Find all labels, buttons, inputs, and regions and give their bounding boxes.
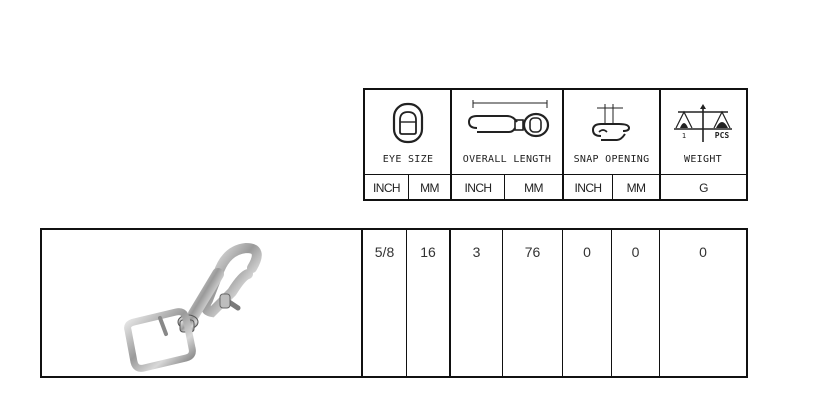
unit-header: MM — [420, 181, 439, 195]
spec-header-table — [363, 88, 748, 201]
unit-header: G — [699, 181, 708, 195]
scale-right-text: PCS — [714, 131, 730, 140]
product-image — [42, 230, 363, 376]
overall-length-label: OVERALL LENGTH — [462, 154, 552, 165]
unit-header: INCH — [574, 181, 602, 195]
unit-header: MM — [626, 181, 646, 195]
unit-header: INCH — [373, 181, 400, 195]
length-inch-cell: 3 — [450, 230, 503, 376]
product-row — [40, 228, 748, 378]
snap-hook-length-icon — [451, 98, 563, 150]
eye-size-label: EYE SIZE — [382, 154, 434, 165]
unit-header: INCH — [464, 181, 492, 195]
weight-cell: 0 — [699, 244, 707, 260]
scale-left-text: 1 — [681, 132, 687, 140]
weight-label: WEIGHT — [684, 154, 722, 165]
unit-header: MM — [524, 181, 543, 195]
eye-size-inch-cell: 5/8 — [363, 230, 407, 376]
opening-inch-cell: 0 — [563, 230, 612, 376]
swivel-snap-hook-icon — [42, 230, 361, 376]
scale-icon — [660, 98, 746, 150]
length-mm-cell: 76 — [503, 230, 563, 376]
snap-opening-label: SNAP OPENING — [573, 154, 650, 165]
opening-mm-cell: 0 — [612, 230, 660, 376]
ring-eye-icon — [365, 98, 451, 150]
eye-size-mm-cell: 16 — [407, 230, 450, 376]
snap-opening-icon — [563, 98, 660, 150]
